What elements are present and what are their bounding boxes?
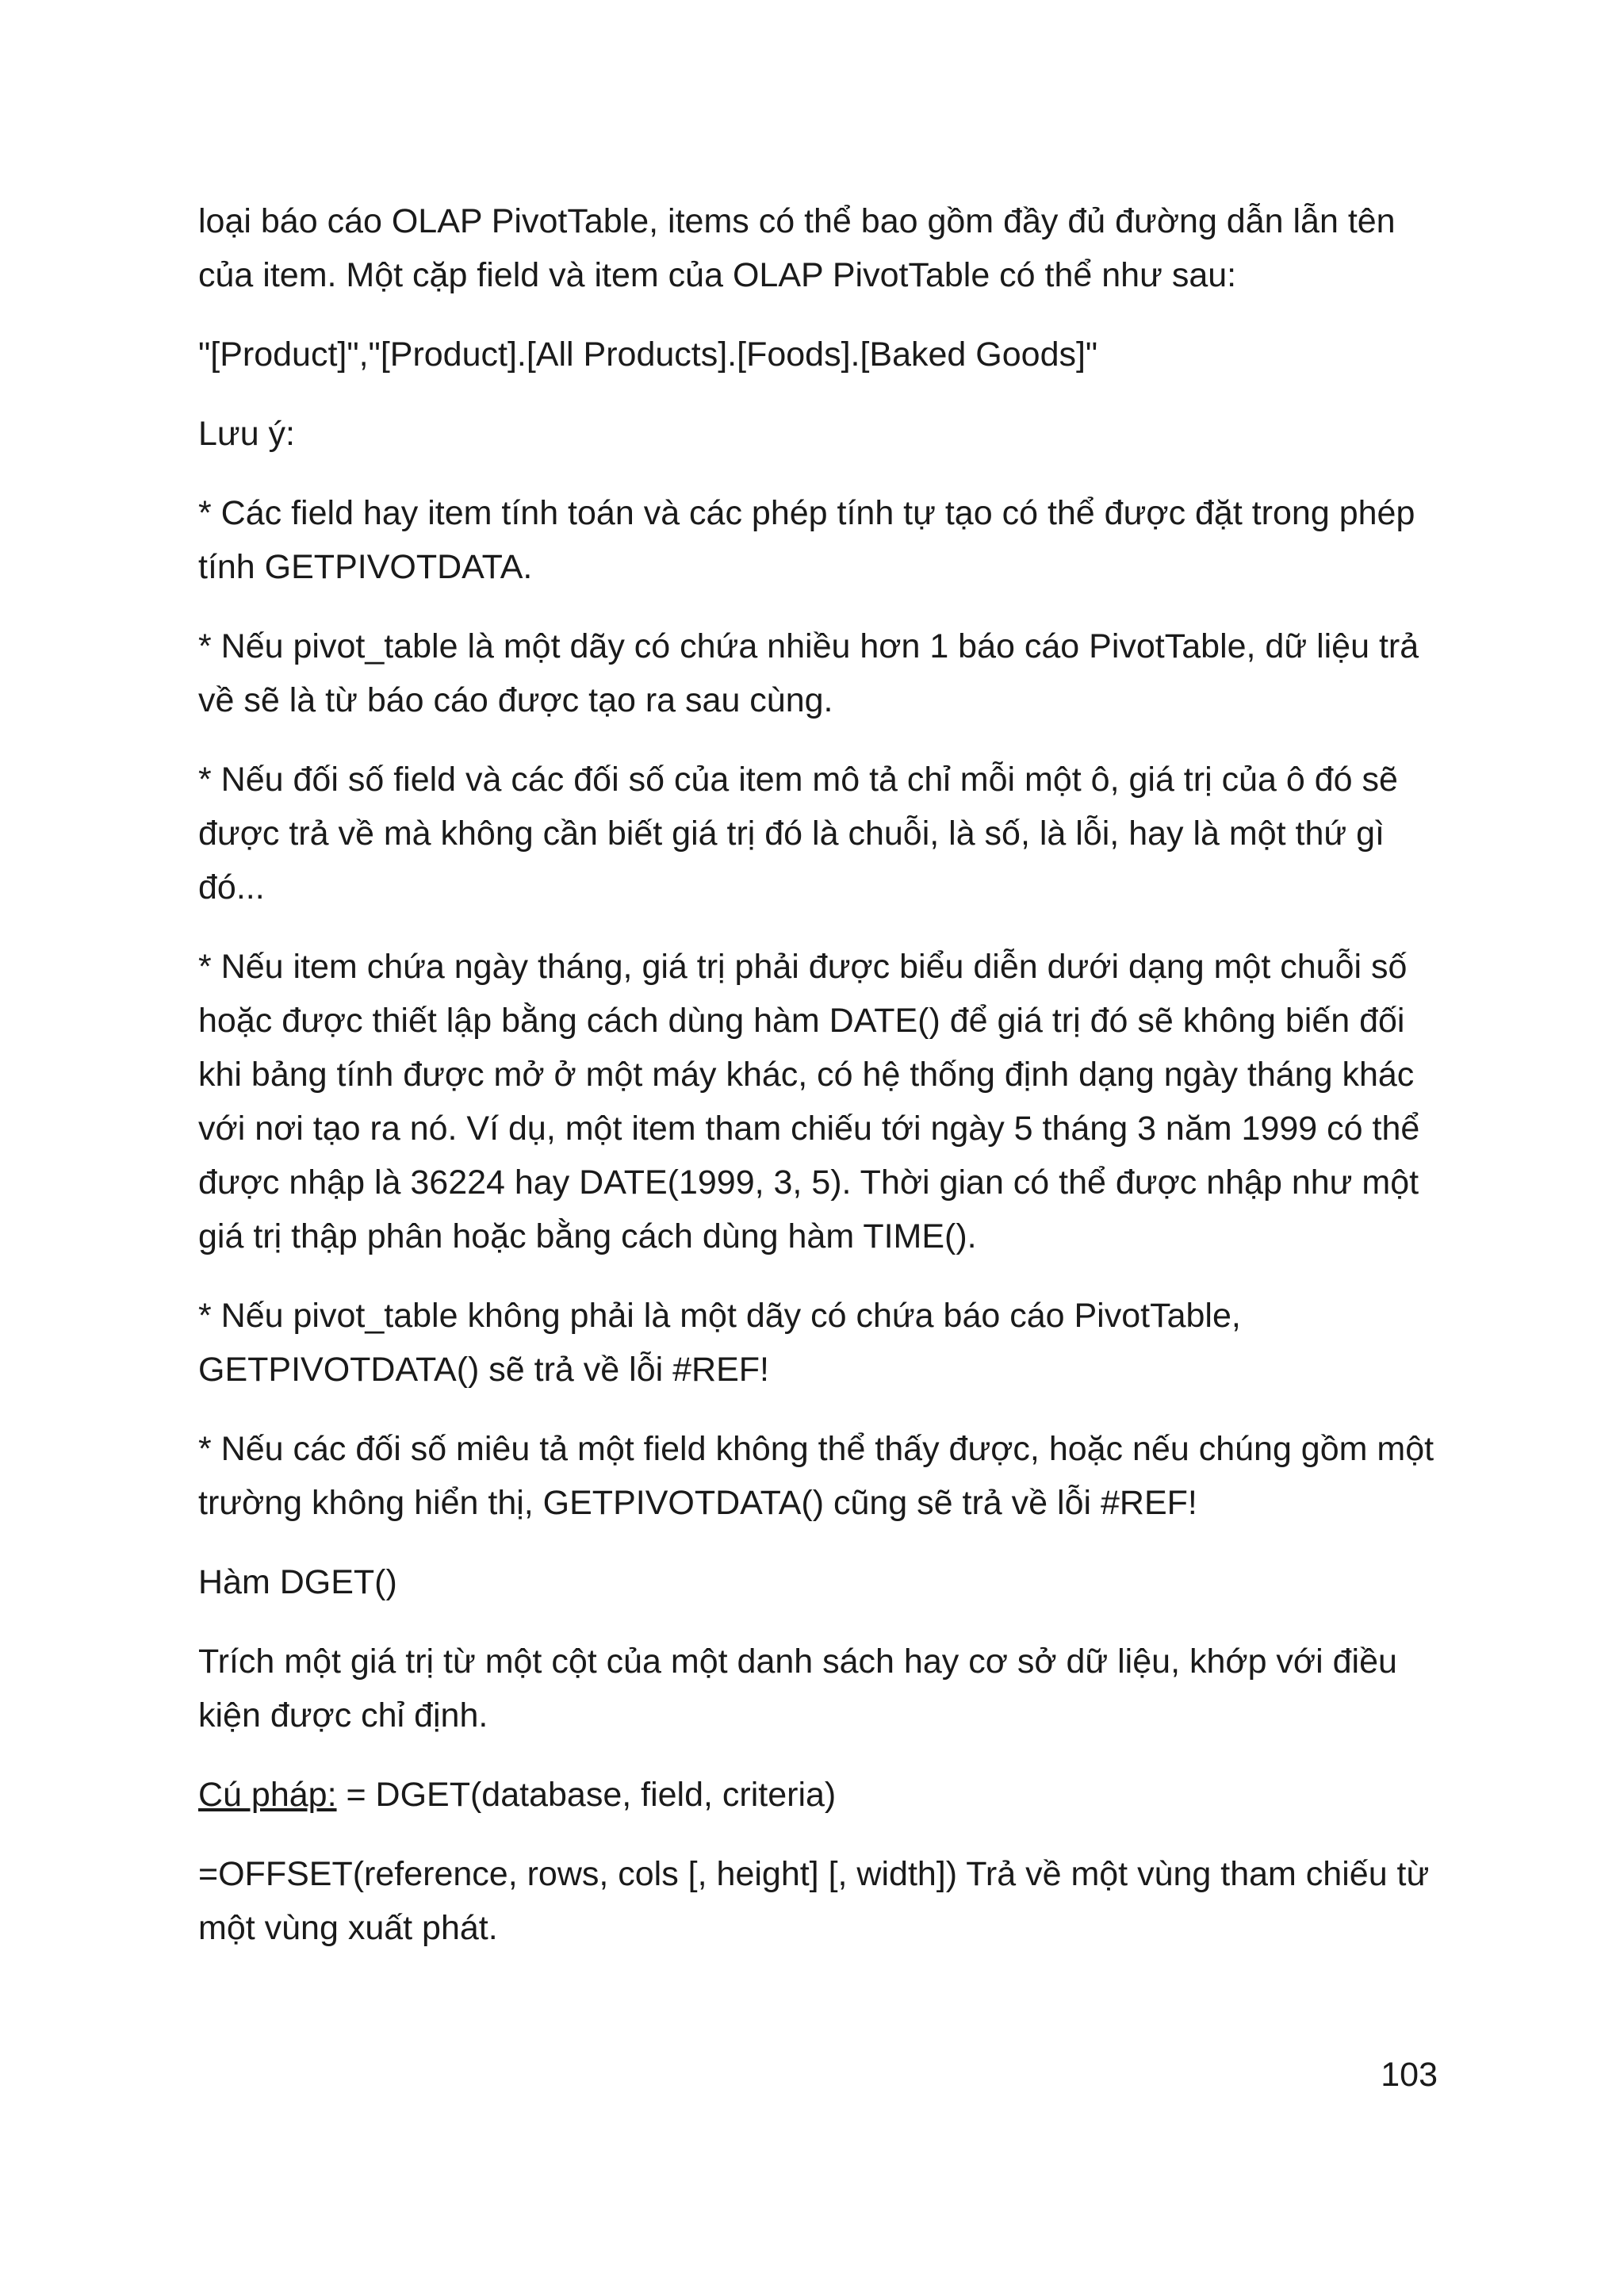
paragraph-note-hidden-field: * Nếu các đối số miêu tả một field không thể thấy được, hoặc nếu chúng gồm một trường không hiển thị, GETPIVOTDATA() cũng sẽ trả về lỗi #REF! [198, 1430, 1434, 1522]
paragraph-olap-items: loại báo cáo OLAP PivotTable, items có thể bao gồm đầy đủ đường dẫn lẫn tên của item. Một cặp field và item của OLAP PivotTable có thể như sau: [198, 202, 1396, 294]
paragraph-note-single-cell: * Nếu đối số field và các đối số của item mô tả chỉ mỗi một ô, giá trị của ô đó sẽ được trả về mà không cần biết giá trị đó là chuỗi, là số, là lỗi, hay là một thứ gì đó... [198, 761, 1398, 907]
paragraph-note-multiple-reports: * Nếu pivot_table là một dãy có chứa nhiều hơn 1 báo cáo PivotTable, dữ liệu trả về sẽ là từ báo cáo được tạo ra sau cùng. [198, 627, 1419, 719]
paragraph-dget-description: Trích một giá trị từ một cột của một danh sách hay cơ sở dữ liệu, khớp với điều kiện được chỉ định. [198, 1642, 1397, 1734]
paragraph-olap-example: "[Product]","[Product].[All Products].[Foods].[Baked Goods]" [198, 335, 1098, 374]
paragraph-offset: =OFFSET(reference, rows, cols [, height] [, width]) Trả về một vùng tham chiếu từ một vùng xuất phát. [198, 1855, 1430, 1947]
paragraph-dget-syntax [198, 1768, 1443, 1822]
paragraph-note-no-pivot: * Nếu pivot_table không phải là một dãy có chứa báo cáo PivotTable, GETPIVOTDATA() sẽ trả về lỗi #REF! [198, 1297, 1241, 1389]
paragraph-note-heading: Lưu ý: [198, 415, 296, 453]
paragraph-note-dates: * Nếu item chứa ngày tháng, giá trị phải được biểu diễn dưới dạng một chuỗi số hoặc được thiết lập bằng cách dùng hàm DATE() để giá trị đó sẽ không biến đối khi bảng tính được mở ở một máy khác, có hệ thống định dạng ngày tháng khác với nơi tạo ra nó. Ví dụ, một item tham chiếu tới ngày 5 tháng 3 năm 1999 có thể được nhập là 36224 hay DATE(1999, 3, 5). Thời gian có thể được nhập như một giá trị thập phân hoặc bằng cách dùng hàm TIME(). [198, 948, 1420, 1255]
paragraph-note-calculated-fields: * Các field hay item tính toán và các phép tính tự tạo có thể được đặt trong phép tính GETPIVOTDATA. [198, 494, 1415, 586]
page-content [198, 194, 1443, 1980]
syntax-text: = DGET(database, field, criteria) [336, 1776, 837, 1814]
paragraph-dget-heading: Hàm DGET() [198, 1563, 397, 1601]
page-number: 103 [1381, 2056, 1438, 2094]
syntax-label: Cú pháp: [198, 1776, 337, 1814]
